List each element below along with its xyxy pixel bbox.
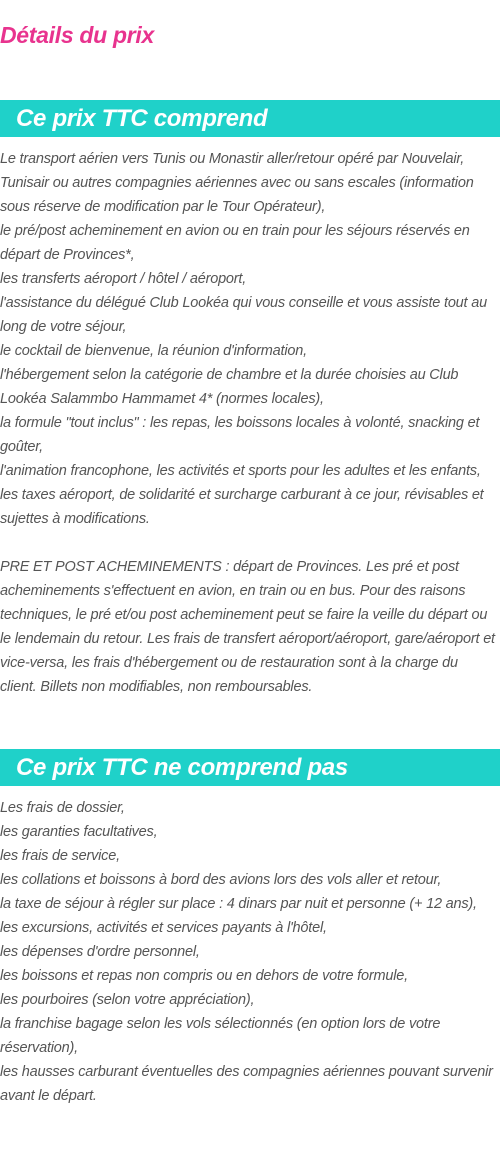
includes-item: l'animation francophone, les activités et sports pour les adultes et les enfants, <box>0 463 481 479</box>
includes-heading: Ce prix TTC comprend <box>0 100 500 137</box>
excludes-item: la taxe de séjour à régler sur place : 4 dinars par nuit et personne (+ 12 ans), <box>0 896 477 912</box>
page-title: Détails du prix <box>0 22 154 48</box>
excludes-item: les pourboires (selon votre appréciation), <box>0 992 255 1008</box>
excludes-item: la franchise bagage selon les vols sélectionnés (en option lors de votre réservation), <box>0 1016 441 1056</box>
includes-list <box>0 147 496 531</box>
includes-item: l'assistance du délégué Club Lookéa qui vous conseille et vous assiste tout au long de votre séjour, <box>0 295 487 335</box>
excludes-item: les frais de service, <box>0 848 120 864</box>
excludes-list <box>0 796 496 1108</box>
includes-item: le pré/post acheminement en avion ou en train pour les séjours réservés en départ de Provinces*, <box>0 223 470 263</box>
excludes-heading: Ce prix TTC ne comprend pas <box>0 749 500 786</box>
includes-item: Le transport aérien vers Tunis ou Monastir aller/retour opéré par Nouvelair, Tunisair ou autres compagnies aériennes avec ou sans escales (information sous réserve de modification par le Tour Opérateur), <box>0 151 474 215</box>
excludes-item: les hausses carburant éventuelles des compagnies aériennes pouvant survenir avant le départ. <box>0 1064 493 1104</box>
excludes-item: les excursions, activités et services payants à l'hôtel, <box>0 920 327 936</box>
excludes-item: Les frais de dossier, <box>0 800 125 816</box>
excludes-item: les garanties facultatives, <box>0 824 158 840</box>
includes-item: les taxes aéroport, de solidarité et surcharge carburant à ce jour, révisables et sujettes à modifications. <box>0 487 484 527</box>
includes-item: le cocktail de bienvenue, la réunion d'information, <box>0 343 307 359</box>
transfer-note-text: PRE ET POST ACHEMINEMENTS : départ de Provinces. Les pré et post acheminements s'effectuent en avion, en train ou en bus. Pour des raisons techniques, le pré et/ou post acheminement peut se faire la veille du départ ou le lendemain du retour. Les frais de transfert aéroport/aéroport, gare/aéroport et vice-versa, les frais d'hébergement ou de restauration sont à la charge du client. Billets non modifiables, non remboursables. <box>0 559 495 695</box>
includes-item: l'hébergement selon la catégorie de chambre et la durée choisies au Club Lookéa Salammbo Hammamet 4* (normes locales), <box>0 367 459 407</box>
excludes-item: les boissons et repas non compris ou en dehors de votre formule, <box>0 968 408 984</box>
excludes-item: les collations et boissons à bord des avions lors des vols aller et retour, <box>0 872 442 888</box>
includes-item: les transferts aéroport / hôtel / aéroport, <box>0 271 247 287</box>
excludes-item: les dépenses d'ordre personnel, <box>0 944 200 960</box>
transfer-note <box>0 555 496 699</box>
includes-item: la formule "tout inclus" : les repas, les boissons locales à volonté, snacking et goûter, <box>0 415 480 455</box>
